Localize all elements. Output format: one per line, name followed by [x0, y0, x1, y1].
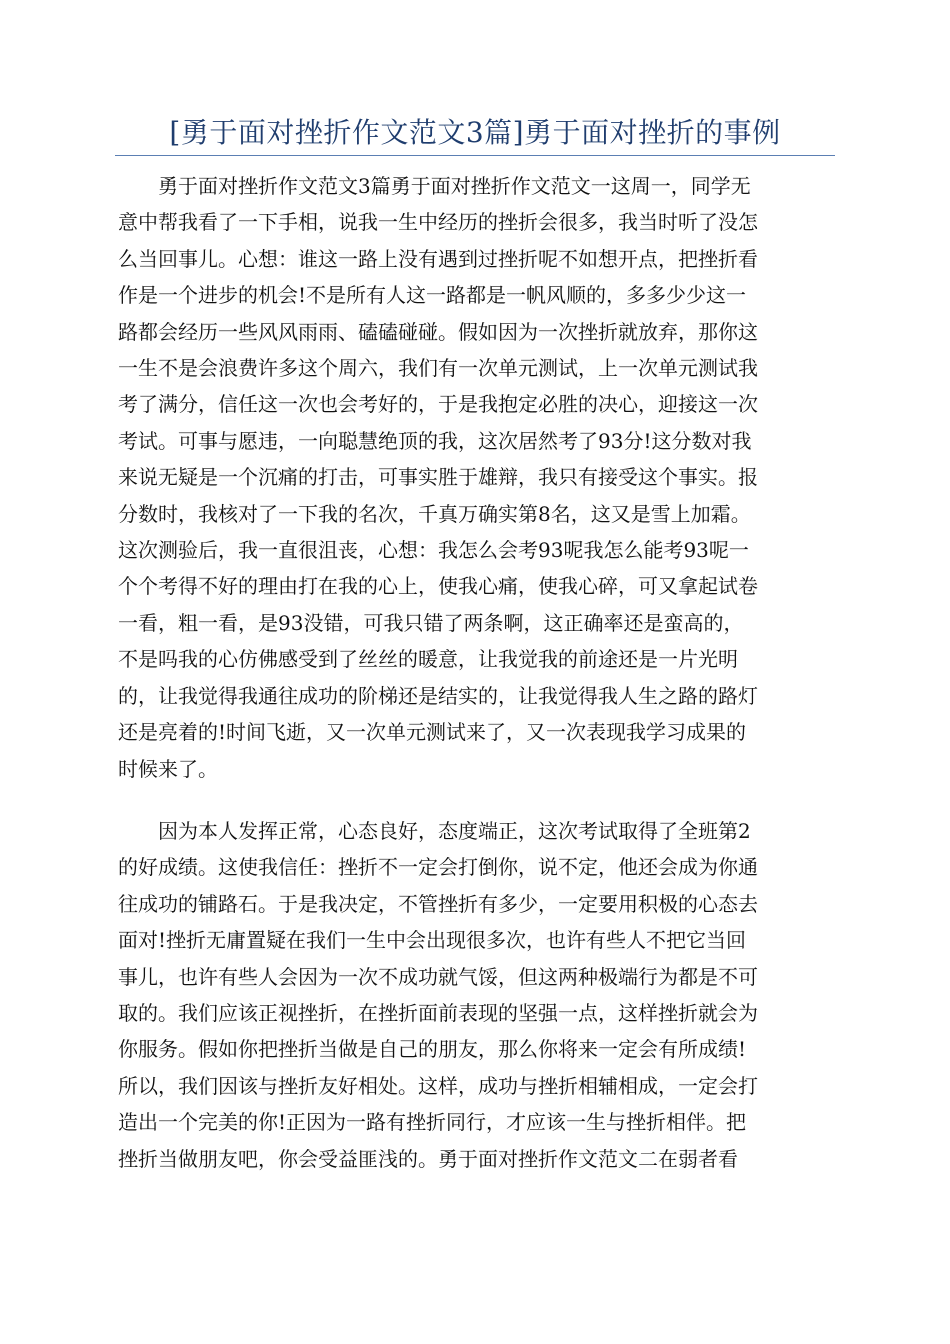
text-line: 考了满分，信任这一次也会考好的，于是我抱定必胜的决心，迎接这一次	[118, 392, 758, 417]
page-title: [勇于面对挫折作文范文3篇]勇于面对挫折的事例	[169, 116, 781, 149]
text-line: 还是亮着的!时间飞逝，又一次单元测试来了，又一次表现我学习成果的	[118, 720, 747, 745]
text-line: 个个考得不好的理由打在我的心上，使我心痛，使我心碎，可又拿起试卷	[118, 574, 758, 599]
text-line: 一看，粗一看，是93没错，可我只错了两条啊，这正确率还是蛮高的，	[118, 610, 744, 635]
text-line: 的，让我觉得我通往成功的阶梯还是结实的，让我觉得我人生之路的路灯	[118, 683, 758, 708]
text-line: 作是一个进步的机会!不是所有人这一路都是一帆风顺的，多多少少这一	[118, 283, 747, 308]
text-line: 路都会经历一些风风雨雨、磕磕碰碰。假如因为一次挫折就放弃，那你这	[118, 319, 758, 344]
text-line: 勇于面对挫折作文范文3篇勇于面对挫折作文范文一这周一，同学无	[118, 174, 751, 198]
text-line: 造出一个完美的你!正因为一路有挫折同行，才应该一生与挫折相伴。把	[118, 1110, 747, 1135]
text-line: 不是吗我的心仿佛感受到了丝丝的暖意，让我觉我的前途还是一片光明	[118, 647, 738, 672]
paragraph-1	[118, 168, 832, 787]
text-line: 考试。可事与愿违，一向聪慧绝顶的我，这次居然考了93分!这分数对我	[118, 428, 752, 453]
text-line: 所以，我们因该与挫折友好相处。这样，成功与挫折相辅相成，一定会打	[118, 1073, 758, 1098]
text-line: 么当回事儿。心想：谁这一路上没有遇到过挫折呢不如想开点，把挫折看	[118, 246, 758, 271]
text-line: 因为本人发挥正常，心态良好，态度端正，这次考试取得了全班第2	[118, 818, 751, 843]
text-line: 事儿，也许有些人会因为一次不成功就气馁，但这两种极端行为都是不可	[118, 964, 758, 989]
text-line: 意中帮我看了一下手相，说我一生中经历的挫折会很多，我当时听了没怎	[118, 210, 758, 235]
text-line: 来说无疑是一个沉痛的打击，可事实胜于雄辩，我只有接受这个事实。报	[118, 465, 758, 490]
text-line: 时候来了。	[118, 756, 218, 781]
text-line: 分数时，我核对了一下我的名次，千真万确实第8名，这又是雪上加霜。	[118, 501, 751, 526]
text-line: 的好成绩。这使我信任：挫折不一定会打倒你，说不定，他还会成为你通	[118, 855, 758, 880]
text-line: 这次测验后，我一直很沮丧，心想：我怎么会考93呢我怎么能考93呢一	[118, 538, 749, 563]
text-line: 取的。我们应该正视挫折，在挫折面前表现的坚强一点，这样挫折就会为	[118, 1000, 758, 1025]
paragraph-2	[118, 813, 832, 1177]
text-line: 你服务。假如你把挫折当做是自己的朋友，那么你将来一定会有所成绩!	[118, 1037, 747, 1062]
text-line: 挫折当做朋友吧，你会受益匪浅的。勇于面对挫折作文范文二在弱者看	[118, 1146, 738, 1171]
text-line: 往成功的铺路石。于是我决定，不管挫折有多少，一定要用积极的心态去	[118, 891, 758, 916]
text-line: 一生不是会浪费许多这个周六，我们有一次单元测试，上一次单元测试我	[118, 356, 758, 381]
title-block	[115, 113, 835, 156]
text-line: 面对!挫折无庸置疑在我们一生中会出现很多次，也许有些人不把它当回	[118, 928, 747, 953]
article-body	[118, 168, 832, 1177]
